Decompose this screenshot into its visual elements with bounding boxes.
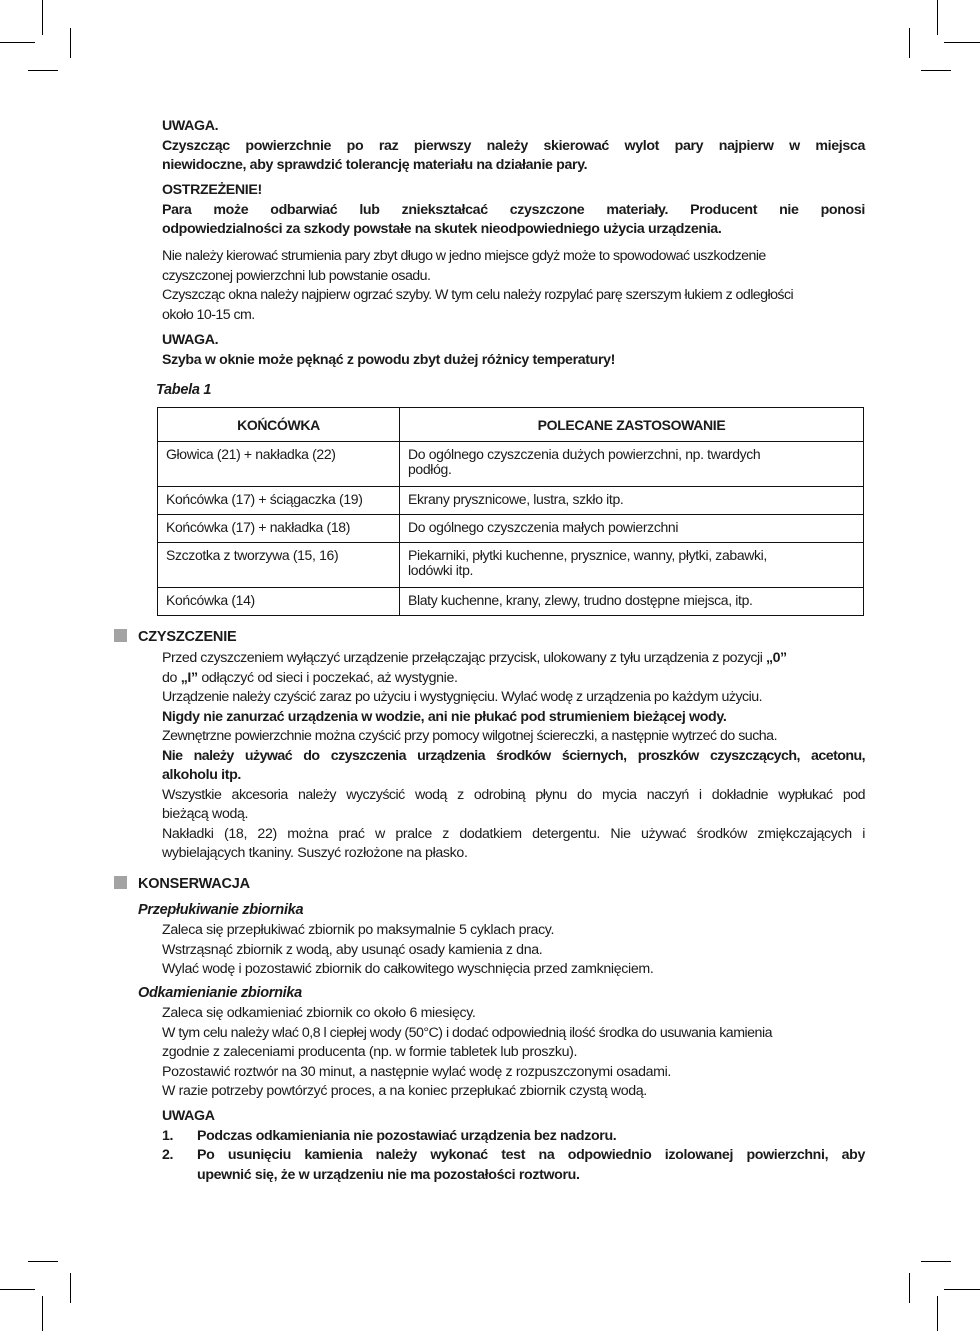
section-title: KONSERWACJA — [138, 876, 250, 892]
crop-mark — [921, 1261, 951, 1262]
table-cell: Do ogólnego czyszczenia małych powierzchni — [400, 515, 864, 543]
crop-mark — [909, 1273, 910, 1303]
table-cell — [400, 543, 864, 588]
text: do — [162, 669, 181, 686]
table-row — [158, 543, 864, 588]
paragraph-line: Zaleca się odkamieniać zbiornik co około 6 miesięcy. — [162, 1005, 476, 1021]
warning-text: Szyba w oknie może pęknąć z powodu zbyt dużej różnicy temperatury! — [162, 351, 616, 368]
table-cell: Końcówka (17) + nakładka (18) — [158, 515, 400, 543]
section-title: CZYSZCZENIE — [138, 629, 237, 645]
paragraph-line: wybielających tkaniny. Suszyć rozłożone na płasko. — [162, 845, 468, 861]
item-text: Podczas odkamieniania nie pozostawiać urządzenia bez nadzoru. — [197, 1127, 617, 1144]
warning-title: OSTRZEŻENIE! — [162, 182, 262, 198]
table-row — [158, 515, 864, 543]
text: Przed czyszczeniem wyłączyć urządzenie przełączając przycisk, ulokowany z tyłu urządzenia z pozycji — [162, 650, 763, 666]
paragraph-line: około 10-15 cm. — [162, 306, 255, 323]
paragraph-line: alkoholu itp. — [162, 767, 241, 783]
crop-mark — [0, 1289, 35, 1290]
cell-line: Piekarniki, płytki kuchenne, prysznice, wanny, płytki, zabawki, — [408, 547, 767, 563]
table-cell: Szczotka z tworzywa (15, 16) — [158, 543, 400, 588]
odkamienianie-body — [162, 1004, 865, 1102]
paragraph-line: Urządzenie należy czyścić zaraz po użyciu i wystygnięciu. Wylać wodę z urządzenia po każdym użyciu. — [162, 689, 763, 705]
position-label: „0” — [765, 650, 787, 666]
crop-mark — [70, 1273, 71, 1303]
section-heading-czyszczenie — [114, 629, 237, 645]
paragraph-line: Nie należy używać do czyszczenia urządzenia środków ściernych, proszków czyszczących, acetonu, — [162, 747, 865, 764]
table-row — [158, 442, 864, 487]
crop-mark — [937, 0, 938, 35]
table-caption: Tabela 1 — [156, 382, 212, 398]
paragraph-line: W razie potrzeby powtórzyć proces, a na koniec przepłukać zbiornik czystą wodą. — [162, 1083, 647, 1099]
numbered-item — [162, 1146, 865, 1166]
crop-mark — [937, 1296, 938, 1331]
table-header-row — [158, 408, 864, 442]
cell-line: lodówki itp. — [408, 562, 474, 578]
paragraph-line: Czyszcząc okna należy najpierw ogrzać szyby. W tym celu należy rozpylać parę szerszym łukiem z odległości — [162, 287, 794, 303]
column-header-koncowka: KOŃCÓWKA — [158, 408, 400, 442]
numbered-item-continuation: upewnić się, że w urządzeniu nie ma pozostałości roztworu. — [197, 1166, 580, 1183]
crop-mark — [0, 42, 35, 43]
paragraph-line: Wylać wodę i pozostawić zbiornik do całkowitego wyschnięcia przed zamknięciem. — [162, 961, 654, 977]
crop-mark — [28, 70, 58, 71]
subheading-odkamienianie: Odkamienianie zbiornika — [138, 985, 302, 1001]
text: odłączyć od sieci i poczekać, aż wystygnie. — [197, 669, 458, 686]
crop-mark — [944, 42, 980, 43]
warning-uwaga-2 — [162, 331, 865, 370]
paragraph-line — [162, 669, 865, 689]
table-row — [158, 588, 864, 616]
warning-title: UWAGA. — [162, 118, 219, 134]
column-header-zastosowanie: POLECANE ZASTOSOWANIE — [400, 408, 864, 442]
cell-line: podłóg. — [408, 461, 452, 477]
cell-line: Do ogólnego czyszczenia dużych powierzchni, np. twardych — [408, 446, 761, 462]
crop-mark — [70, 28, 71, 58]
paragraph-line — [162, 649, 865, 669]
warning-title: UWAGA. — [162, 332, 219, 348]
paragraph-line: zgodnie z zaleceniami producenta (np. w formie tabletek lub proszku). — [162, 1044, 578, 1060]
crop-mark — [28, 1261, 58, 1262]
warning-text: odpowiedzialności za szkody powstałe na skutek nieodpowiedniego użycia urządzenia. — [162, 221, 722, 237]
table-cell: Głowica (21) + nakładka (22) — [158, 442, 400, 487]
crop-mark — [944, 1289, 980, 1290]
table-cell — [400, 442, 864, 487]
warning-title: UWAGA — [162, 1108, 215, 1124]
table-cell: Blaty kuchenne, krany, zlewy, trudno dostępne miejsca, itp. — [400, 588, 864, 616]
czyszczenie-body — [162, 649, 865, 864]
table-cell: Końcówka (17) + ściągaczka (19) — [158, 487, 400, 515]
item-number: 2. — [162, 1147, 174, 1163]
warning-uwaga-3 — [162, 1107, 865, 1185]
warning-text: Para może odbarwiać lub zniekształcać czyszczone materiały. Producent nie ponosi — [162, 201, 865, 218]
crop-mark — [921, 70, 951, 71]
warning-text: niewidoczne, aby sprawdzić tolerancję materiału na działanie pary. — [162, 157, 588, 173]
crop-mark — [909, 28, 910, 58]
paragraph-line: Nakładki (18, 22) można prać w pralce z dodatkiem detergentu. Nie używać środków zmiękczających i — [162, 825, 865, 842]
table-row — [158, 487, 864, 515]
paragraph-line: Wszystkie akcesoria należy wyczyścić wodą z odrobiną płynu do mycia naczyń i dokładnie wypłukać pod — [162, 786, 865, 803]
paragraph-line: Nigdy nie zanurzać urządzenia w wodzie, ani nie płukać pod strumieniem bieżącej wody. — [162, 708, 727, 725]
warning-uwaga-1 — [162, 117, 865, 176]
square-bullet-icon — [114, 629, 127, 642]
paragraph-line: Zaleca się przepłukiwać zbiornik po maksymalnie 5 cyklach pracy. — [162, 922, 555, 938]
przeplukiwanie-body — [162, 921, 865, 980]
position-label: „I” — [180, 669, 198, 686]
paragraph-line: czyszczonej powierzchni lub powstanie osadu. — [162, 267, 431, 284]
warning-ostrzezenie — [162, 181, 865, 240]
crop-mark — [42, 0, 43, 35]
paragraph-line: Nie należy kierować strumienia pary zbyt długo w jedno miejsce gdyż może to spowodować uszkodzenie — [162, 248, 766, 264]
square-bullet-icon — [114, 876, 127, 889]
paragraph-line: Pozostawić roztwór na 30 minut, a następnie wylać wodę z rozpuszczonymi osadami. — [162, 1063, 672, 1080]
attachments-table — [157, 407, 864, 616]
paragraph-line: Zewnętrzne powierzchnie można czyścić przy pomocy wilgotnej ściereczki, a następnie wytrzeć do sucha. — [162, 728, 778, 744]
item-text: Po usunięciu kamienia należy wykonać test na odpowiednio izolowanej powierzchni, aby — [197, 1147, 865, 1163]
steam-usage-paragraph — [162, 247, 865, 325]
crop-mark — [42, 1296, 43, 1331]
numbered-item — [162, 1127, 865, 1147]
table-cell: Końcówka (14) — [158, 588, 400, 616]
table-cell: Ekrany prysznicowe, lustra, szkło itp. — [400, 487, 864, 515]
paragraph-line: Wstrząsnąć zbiornik z wodą, aby usunąć osady kamienia z dna. — [162, 941, 543, 958]
warning-text: Czyszcząc powierzchnie po raz pierwszy należy skierować wylot pary najpierw w miejsca — [162, 137, 865, 154]
item-number: 1. — [162, 1127, 174, 1144]
paragraph-line: W tym celu należy wlać 0,8 l ciepłej wody (50°C) i dodać odpowiednią ilość środka do usuwania kamienia — [162, 1024, 772, 1041]
section-heading-konserwacja — [114, 876, 250, 892]
paragraph-line: bieżącą wodą. — [162, 806, 249, 822]
subheading-przeplukiwanie: Przepłukiwanie zbiornika — [138, 902, 304, 918]
